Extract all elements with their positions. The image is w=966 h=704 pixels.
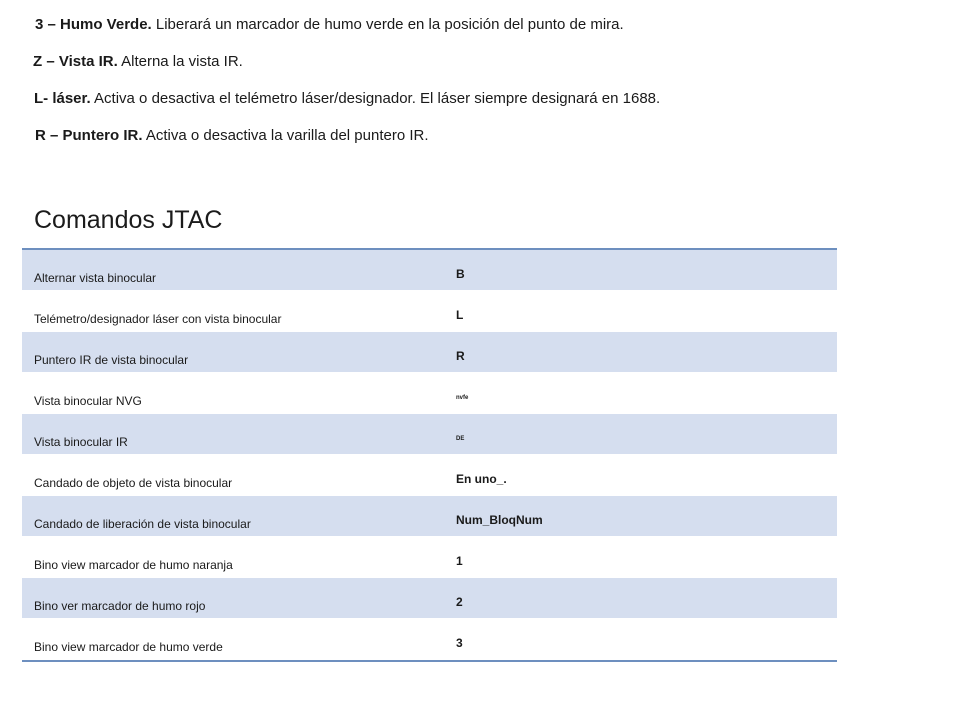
command-cell: Vista binocular IR bbox=[34, 435, 128, 449]
key-cell: Num_BloqNum bbox=[456, 513, 543, 527]
table-row bbox=[22, 414, 837, 455]
paragraph-label: L- láser. bbox=[34, 90, 91, 107]
table-row bbox=[22, 537, 837, 578]
table-row bbox=[22, 455, 837, 496]
command-cell: Alternar vista binocular bbox=[34, 271, 157, 285]
key-cell: En uno_. bbox=[456, 472, 507, 486]
key-cell: nvfe bbox=[456, 395, 469, 401]
paragraph-label: 3 – Humo Verde. bbox=[35, 16, 152, 33]
paragraph-laser bbox=[34, 90, 660, 108]
command-cell: Candado de liberación de vista binocular bbox=[34, 517, 251, 531]
paragraph-text: Alterna la vista IR. bbox=[117, 53, 243, 70]
key-cell: B bbox=[456, 267, 465, 281]
paragraph-text: Activa o desactiva el telémetro láser/designador. El láser siempre designará en 1688. bbox=[90, 90, 661, 107]
key-cell: R bbox=[456, 349, 465, 363]
table-row bbox=[22, 291, 837, 332]
paragraph-green-smoke bbox=[35, 16, 624, 34]
paragraph-ir-pointer bbox=[35, 127, 429, 145]
table-row bbox=[22, 332, 837, 373]
command-cell: Candado de objeto de vista binocular bbox=[34, 476, 233, 490]
command-cell: Bino view marcador de humo verde bbox=[34, 640, 223, 654]
key-cell: 2 bbox=[456, 595, 463, 609]
key-cell: 3 bbox=[456, 636, 463, 650]
paragraph-label: Z – Vista IR. bbox=[33, 53, 118, 70]
key-cell: DE bbox=[456, 436, 465, 442]
jtac-commands-table bbox=[22, 248, 837, 662]
command-cell: Telémetro/designador láser con vista binocular bbox=[34, 312, 282, 326]
command-cell: Puntero IR de vista binocular bbox=[34, 353, 189, 367]
paragraph-text: Activa o desactiva la varilla del puntero IR. bbox=[142, 127, 429, 144]
key-cell: 1 bbox=[456, 554, 463, 568]
paragraph-label: R – Puntero IR. bbox=[35, 127, 143, 144]
command-cell: Vista binocular NVG bbox=[34, 394, 142, 408]
table-row bbox=[22, 496, 837, 537]
paragraph-ir-view bbox=[33, 53, 243, 71]
key-cell: L bbox=[456, 308, 464, 322]
table-row bbox=[22, 250, 837, 291]
table-row bbox=[22, 373, 837, 414]
table-row bbox=[22, 578, 837, 619]
paragraph-text: Liberará un marcador de humo verde en la posición del punto de mira. bbox=[151, 16, 624, 33]
section-title: Comandos JTAC bbox=[34, 206, 223, 234]
command-cell: Bino ver marcador de humo rojo bbox=[34, 599, 206, 613]
command-cell: Bino view marcador de humo naranja bbox=[34, 558, 233, 572]
table-row bbox=[22, 619, 837, 660]
